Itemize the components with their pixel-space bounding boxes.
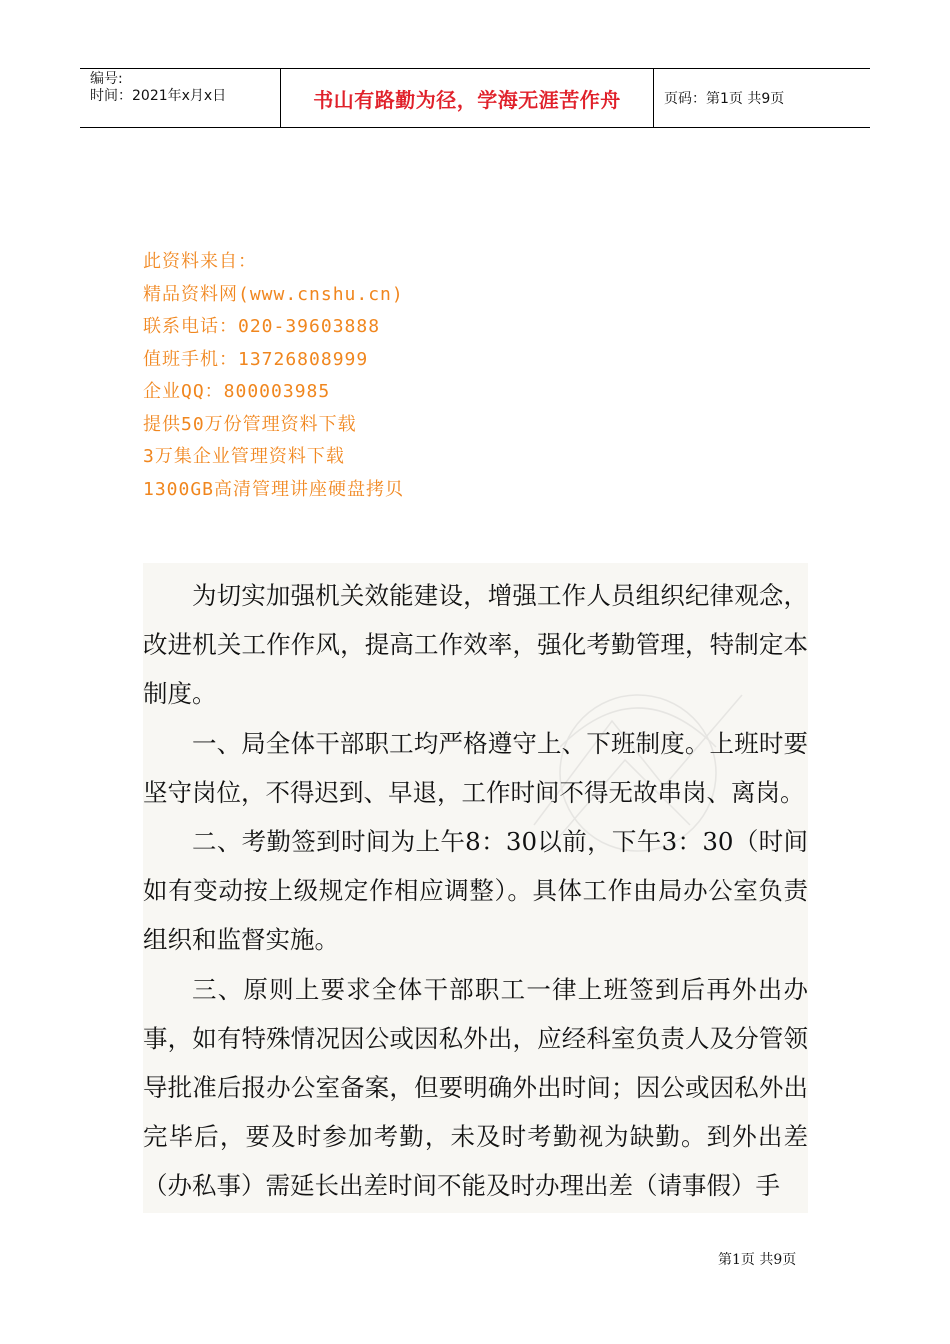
- source-line: 值班手机：13726808999: [143, 348, 369, 370]
- source-line: 企业QQ：800003985: [143, 381, 331, 402]
- source-line: 联系电话：020-39603888: [143, 316, 381, 337]
- header-meta-cell: [80, 69, 281, 127]
- source-line: 此资料来自：: [143, 251, 257, 272]
- paragraph: 一、局全体干部职工均严格遵守上、下班制度。上班时要坚守岗位，不得迟到、早退，工作时间不得无故串岗、离岗。: [143, 728, 808, 807]
- footer-page-number: 第1页 共9页: [718, 1252, 797, 1268]
- source-line: 1300GB高清管理讲座硬盘拷贝: [143, 478, 405, 500]
- time-label: 时间：2021年x月x日: [90, 88, 227, 104]
- source-line: 提供50万份管理资料下载: [143, 413, 357, 435]
- source-line: 精品资料网(www.cnshu.cn): [143, 283, 404, 305]
- number-label: 编号:: [90, 71, 123, 87]
- header-page-label: 页码：第1页 共9页: [664, 91, 785, 107]
- header-motto: 书山有路勤为径，学海无涯苦作舟: [281, 69, 654, 127]
- body-text: [143, 571, 808, 1211]
- paragraph: 二、考勤签到时间为上午8：30以前，下午3：30（时间如有变动按上级规定作相应调整）。具体工作由局办公室负责组织和监督实施。: [143, 827, 808, 955]
- paragraph: 三、原则上要求全体干部职工一律上班签到后再外出办事，如有特殊情况因公或因私外出，应经科室负责人及分管领导批准后报办公室备案，但要明确外出时间；因公或因私外出完毕后，要及时参加考勤，未及时考勤视为缺勤。到外出差（办私事）需延长出差时间不能及时办理出差（请事假）手: [143, 974, 808, 1201]
- document-body: [143, 563, 808, 1213]
- source-line: 3万集企业管理资料下载: [143, 446, 345, 467]
- source-info: [143, 246, 404, 506]
- page-header: [80, 68, 870, 128]
- paragraph: 为切实加强机关效能建设，增强工作人员组织纪律观念，改进机关工作作风，提高工作效率，强化考勤管理，特制定本制度。: [143, 581, 808, 709]
